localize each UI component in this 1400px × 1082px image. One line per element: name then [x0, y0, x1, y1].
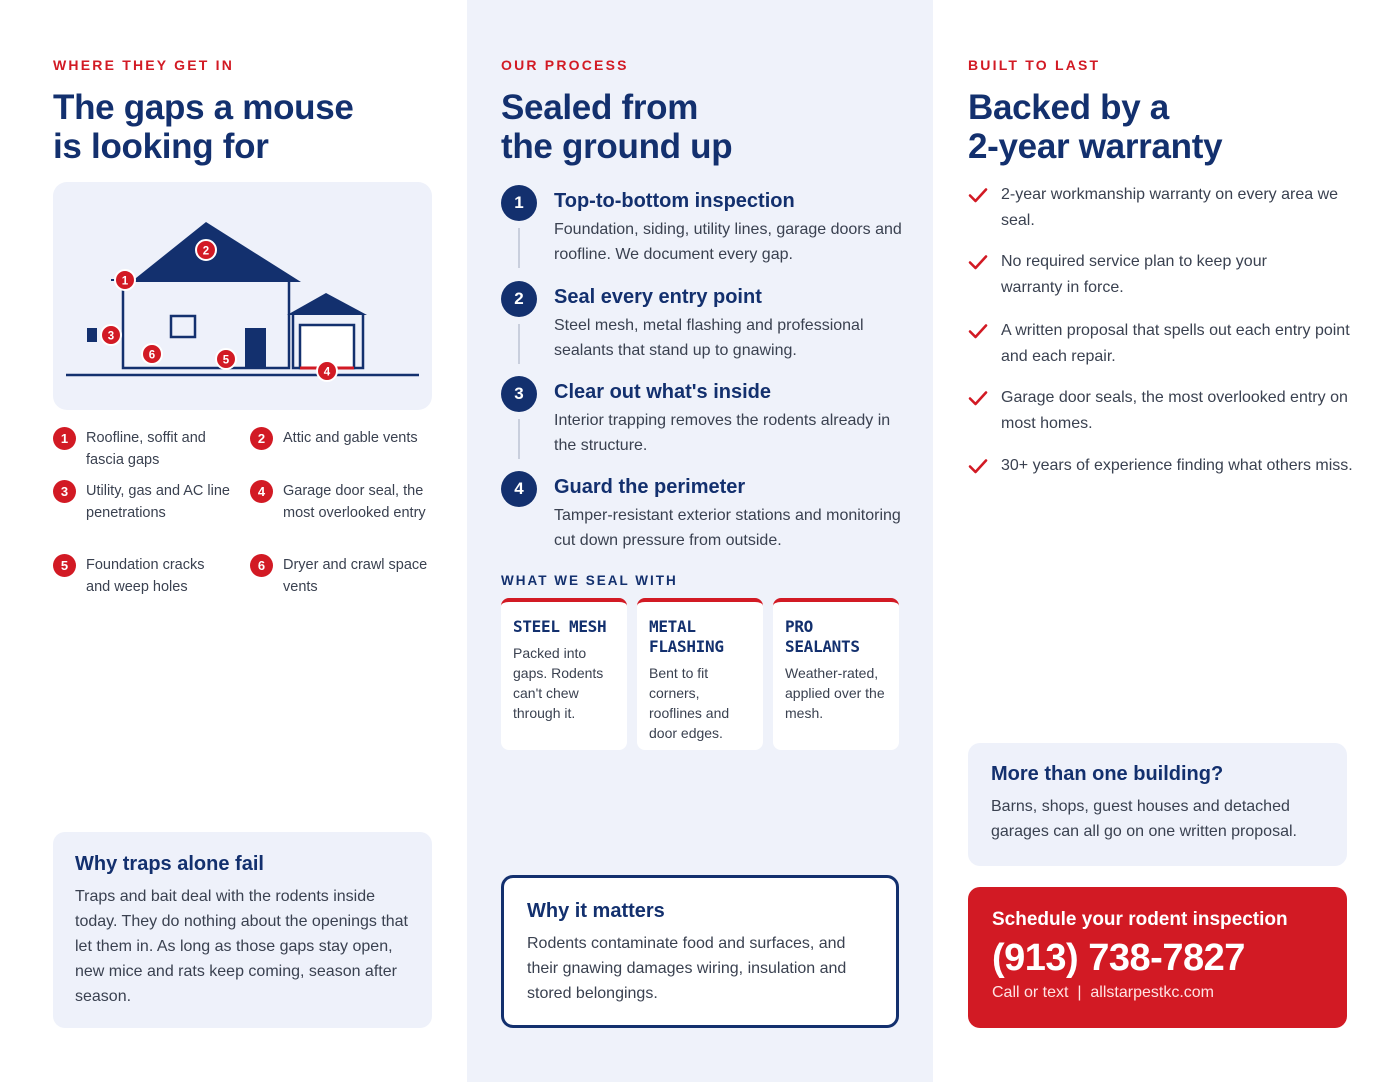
page-heading: Sealed from the ground up: [501, 88, 733, 166]
page-heading: Backed by a 2-year warranty: [968, 88, 1223, 166]
legend-item: [53, 428, 243, 471]
material-card-metal-flashing: [637, 598, 763, 750]
check-icon: [968, 456, 988, 476]
marker-5: [216, 349, 236, 369]
step-connector: [518, 324, 520, 364]
phone-number-link[interactable]: (913) 738-7827: [992, 937, 1245, 979]
legend-item: [53, 481, 243, 524]
checklist-text: Garage door seals, the most overlooked entry on most homes.: [1001, 389, 1348, 432]
material-title: METAL FLASHING: [649, 617, 724, 656]
legend-text: Utility, gas and AC line penetrations: [86, 483, 230, 521]
step-title: Clear out what's inside: [554, 381, 772, 403]
why-it-matters-card: [501, 875, 899, 1028]
number-badge: 5: [53, 554, 76, 577]
material-body: Packed into gaps. Rodents can't chew through it.: [513, 645, 604, 721]
svg-text:2: 2: [202, 245, 210, 258]
material-card-pro-sealants: [773, 598, 899, 750]
step-title: Guard the perimeter: [554, 476, 746, 498]
card-title: More than one building?: [991, 763, 1224, 785]
svg-text:5: 5: [222, 354, 230, 367]
material-body: Weather-rated, applied over the mesh.: [785, 665, 885, 721]
step-number: 2: [501, 281, 537, 317]
check-icon: [968, 321, 988, 341]
material-body: Bent to fit corners, rooflines and door edges.: [649, 665, 730, 741]
checklist-text: 2-year workmanship warranty on every area we seal.: [1001, 186, 1339, 229]
legend-text: Dryer and crawl space vents: [283, 557, 428, 595]
panel-warranty: [933, 0, 1400, 1082]
check-icon: [968, 252, 988, 272]
step-body: Interior trapping removes the rodents already in the structure.: [554, 412, 891, 454]
house-diagram: [53, 182, 432, 410]
number-badge: 1: [53, 427, 76, 450]
marker-1: [115, 270, 135, 290]
step-body: Foundation, siding, utility lines, garage doors and roofline. We document every gap.: [554, 221, 902, 263]
number-badge: 4: [250, 480, 273, 503]
checklist-text: 30+ years of experience finding what others miss.: [1001, 457, 1353, 474]
svg-text:6: 6: [148, 349, 156, 362]
card-body: Traps and bait deal with the rodents inside today. They do nothing about the openings that let them in. As long as those gaps stay open, new mice and rats keep coming, season after season.: [75, 888, 408, 1005]
step-connector: [518, 228, 520, 268]
marker-2: [196, 240, 216, 260]
svg-text:1: 1: [121, 275, 129, 288]
step-number: 3: [501, 376, 537, 412]
number-badge: 3: [53, 480, 76, 503]
legend-item: [250, 428, 440, 450]
checklist-text: No required service plan to keep your warranty in force.: [1001, 253, 1267, 296]
material-title: STEEL MESH: [513, 617, 607, 636]
number-badge: 6: [250, 554, 273, 577]
legend-item: [53, 555, 243, 598]
eyebrow: WHERE THEY GET IN: [53, 57, 235, 73]
number-badge: 2: [250, 427, 273, 450]
checklist-text: A written proposal that spells out each entry point and each repair.: [1001, 322, 1350, 365]
material-title: PRO SEALANTS: [785, 617, 860, 656]
page-heading: The gaps a mouse is looking for: [53, 88, 354, 166]
step-title: Seal every entry point: [554, 286, 762, 308]
card-title: Why it matters: [527, 900, 665, 922]
check-icon: [968, 388, 988, 408]
house-diagram-card: [53, 182, 432, 410]
step-number: 4: [501, 471, 537, 507]
legend-item: [250, 555, 440, 598]
svg-text:3: 3: [107, 330, 115, 343]
marker-3: [101, 325, 121, 345]
marker-4: [317, 361, 337, 381]
contact-line[interactable]: Call or text | allstarpestkc.com: [992, 984, 1214, 1001]
svg-text:4: 4: [323, 366, 331, 379]
legend-item: [250, 481, 440, 524]
legend-text: Foundation cracks and weep holes: [86, 557, 205, 595]
step-connector: [518, 419, 520, 459]
eyebrow: BUILT TO LAST: [968, 57, 1101, 73]
panel-entry-points: [0, 0, 467, 1082]
step-title: Top-to-bottom inspection: [554, 190, 795, 212]
card-body: Rodents contaminate food and surfaces, and their gnawing damages wiring, insulation and stored belongings.: [527, 935, 847, 1002]
step-number: 1: [501, 185, 537, 221]
material-card-steel-mesh: [501, 598, 627, 750]
step-body: Steel mesh, metal flashing and professional sealants that stand up to gnawing.: [554, 317, 864, 359]
panel-process: [467, 0, 933, 1082]
materials-label: WHAT WE SEAL WITH: [501, 573, 678, 588]
schedule-cta-card[interactable]: [968, 887, 1347, 1028]
legend-text: Garage door seal, the most overlooked entry: [283, 483, 426, 521]
eyebrow: OUR PROCESS: [501, 57, 629, 73]
check-icon: [968, 185, 988, 205]
legend-text: Attic and gable vents: [283, 430, 418, 446]
marker-6: [142, 344, 162, 364]
cta-title: Schedule your rodent inspection: [992, 909, 1288, 930]
step-body: Tamper-resistant exterior stations and monitoring cut down pressure from outside.: [554, 507, 901, 549]
legend-text: Roofline, soffit and fascia gaps: [86, 430, 206, 468]
card-title: Why traps alone fail: [75, 853, 264, 875]
more-buildings-card: [968, 743, 1347, 866]
why-traps-card: [53, 832, 432, 1028]
card-body: Barns, shops, guest houses and detached garages can all go on one written proposal.: [991, 798, 1297, 840]
